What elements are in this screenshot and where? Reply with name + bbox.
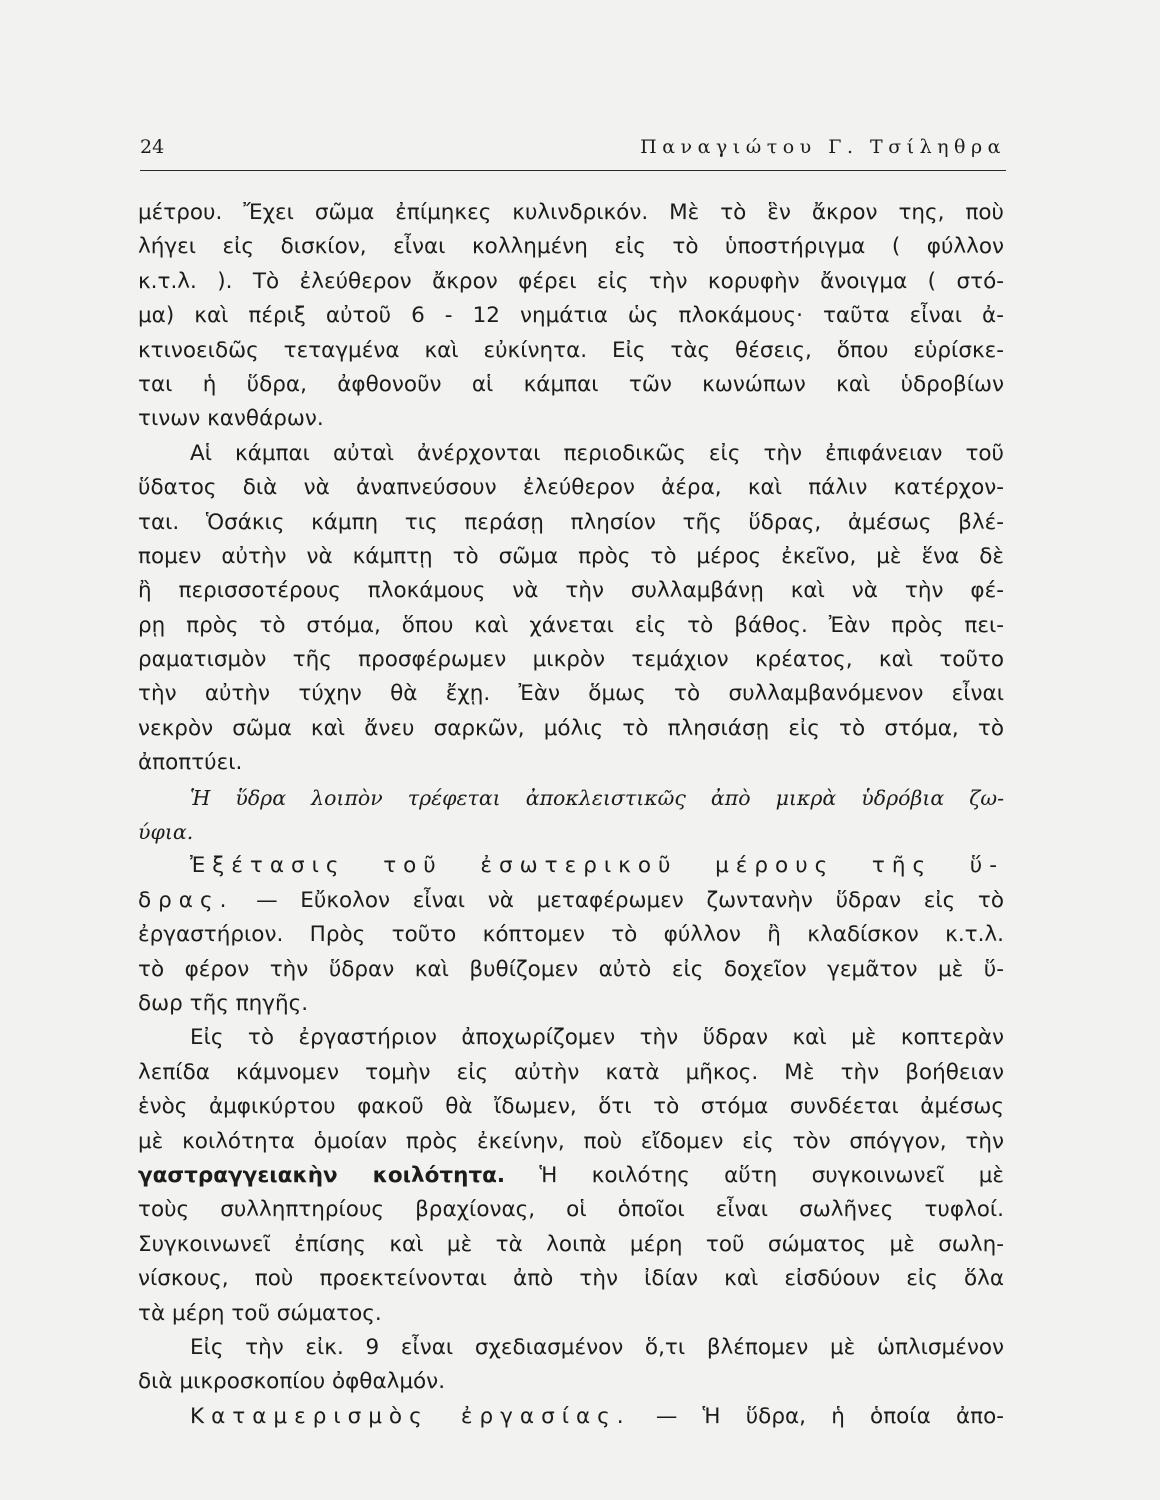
bold-term: γαστραγγειακὴν κοιλότητα. bbox=[138, 1162, 506, 1188]
text-line: ραματισμὸν τῆς προσφέρωμεν μικρὸν τεμάχιον κρέατος, καὶ τοῦτο bbox=[138, 647, 1004, 673]
paragraph-7 bbox=[138, 1400, 1004, 1434]
text-line: Αἱ κάμπαι αὐταὶ ἀνέρχονται περιοδικῶς εἰς τὴν ἐπιφάνειαν τοῦ bbox=[190, 440, 1004, 466]
text-line: Εἰς τὴν εἰκ. 9 εἶναι σχεδιασμένον ὅ,τι βλέπομεν μὲ ὡπλισμένον bbox=[190, 1334, 1004, 1360]
paragraph-4 bbox=[138, 849, 1004, 1021]
paragraph-5 bbox=[138, 1021, 1004, 1331]
text-line: ἐργαστήριον. Πρὸς τοῦτο κόπτομεν τὸ φύλλον ἢ κλαδίσκον κ.τ.λ. bbox=[138, 922, 1004, 948]
text-line: νεκρὸν σῶμα καὶ ἄνευ σαρκῶν, μόλις τὸ πλησιάσῃ εἰς τὸ στόμα, τὸ bbox=[138, 715, 1004, 741]
text-line: ρῃ πρὸς τὸ στόμα, ὅπου καὶ χάνεται εἰς τὸ βάθος. Ἐὰν πρὸς πει- bbox=[138, 612, 1004, 638]
section-heading: Ἐξέτασις τοῦ ἐσωτερικοῦ μέρους τῆς ὕ- bbox=[190, 853, 1004, 879]
text-line: ται. Ὁσάκις κάμπη τις περάσῃ πλησίον τῆς ὕδρας, ἀμέσως βλέ- bbox=[138, 509, 1004, 535]
text-line: κ.τ.λ. ). Τὸ ἐλεύθερον ἄκρον φέρει εἰς τὴν κορυφὴν ἄνοιγμα ( στό- bbox=[138, 268, 1004, 294]
text-line: μα) καὶ πέριξ αὐτοῦ 6 - 12 νημάτια ὡς πλοκάμους· ταῦτα εἶναι ἀ- bbox=[138, 303, 1004, 329]
text-line bbox=[138, 1400, 1004, 1434]
text-line: δωρ τῆς πηγῆς. bbox=[138, 990, 309, 1016]
paragraph-6 bbox=[138, 1331, 1004, 1400]
text-line: τινων κανθάρων. bbox=[138, 406, 324, 432]
text-line: τοὺς συλληπτηρίους βραχίονας, οἱ ὁποῖοι εἶναι σωλῆνες τυφλοί. bbox=[138, 1197, 1004, 1223]
text-line: τὴν αὐτὴν τύχην θὰ ἔχῃ. Ἐὰν ὅμως τὸ συλλαμβανόμενον εἶναι bbox=[138, 681, 1004, 707]
text-line: τὸ φέρον τὴν ὕδραν καὶ βυθίζομεν αὐτὸ εἰς δοχεῖον γεμᾶτον μὲ ὕ- bbox=[138, 956, 1004, 982]
page-header bbox=[140, 136, 1006, 172]
text-line: Εἰς τὸ ἐργαστήριον ἀποχωρίζομεν τὴν ὕδραν καὶ μὲ κοπτερὰν bbox=[190, 1025, 1004, 1051]
text-line: νίσκους, ποὺ προεκτείνονται ἀπὸ τὴν ἰδίαν καὶ εἰσδύουν εἰς ὅλα bbox=[138, 1266, 1004, 1292]
paragraph-1 bbox=[138, 196, 1004, 437]
text-line: ἑνὸς ἀμφικύρτου φακοῦ θὰ ἴδωμεν, ὅτι τὸ στόμα συνδέεται ἀμέσως bbox=[138, 1094, 1004, 1120]
text-line: ἢ περισσοτέρους πλοκάμους νὰ τὴν συλλαμβάνῃ καὶ νὰ τὴν φέ- bbox=[138, 578, 1004, 604]
text-line: κτινοειδῶς τεταγμένα καὶ εὐκίνητα. Εἰς τὰς θέσεις, ὅπου εὑρίσκε- bbox=[138, 337, 1004, 363]
text-line: μέτρου. Ἔχει σῶμα ἐπίμηκες κυλινδρικόν. Μὲ τὸ ἓν ἄκρον της, ποὺ bbox=[138, 200, 1004, 225]
text-line: ὕδατος διὰ νὰ ἀναπνεύσουν ἐλεύθερον ἀέρα, καὶ πάλιν κατέρχον- bbox=[138, 475, 1004, 501]
text-run: — Εὔκολον εἶναι νὰ μεταφέρωμεν ζωντανὴν ὕδραν εἰς τὸ bbox=[256, 887, 1004, 913]
text-line: Συγκοινωνεῖ ἐπίσης καὶ μὲ τὰ λοιπὰ μέρη τοῦ σώματος μὲ σωλη- bbox=[138, 1231, 1004, 1257]
text-run: Ἡ κοιλότης αὕτη συγκοινωνεῖ μὲ bbox=[539, 1162, 1004, 1188]
section-heading-end: δρας. bbox=[138, 887, 234, 913]
paragraph-2 bbox=[138, 437, 1004, 781]
body-text bbox=[138, 196, 1004, 1434]
running-head: Παναγιώτου Γ. Τσίληθρα bbox=[640, 136, 1006, 158]
section-heading: Καταμερισμὸς ἐργασίας. bbox=[190, 1403, 631, 1429]
text-run: — Ἡ ὕδρα, ἡ ὁποία ἀπο- bbox=[655, 1403, 1004, 1429]
text-line: διὰ μικροσκοπίου ὀφθαλμόν. bbox=[138, 1369, 446, 1395]
text-line: τὰ μέρη τοῦ σώματος. bbox=[138, 1300, 382, 1326]
text-line: Ἡ ὕδρα λοιπὸν τρέφεται ἀποκλειστικῶς ἀπὸ μικρὰ ὑδρόβια ζω- bbox=[190, 785, 1004, 810]
text-line bbox=[138, 884, 1004, 918]
text-line: λεπίδα κάμνομεν τομὴν εἰς αὐτὴν κατὰ μῆκος. Μὲ τὴν βοήθειαν bbox=[138, 1059, 1004, 1085]
header-rule bbox=[140, 170, 1006, 171]
text-line: λήγει εἰς δισκίον, εἶναι κολλημένη εἰς τὸ ὑποστήριγμα ( φύλλον bbox=[138, 234, 1004, 260]
text-line: μὲ κοιλότητα ὁμοίαν πρὸς ἐκείνην, ποὺ εἴδομεν εἰς τὸν σπόγγον, τὴν bbox=[138, 1128, 1004, 1154]
page-number: 24 bbox=[140, 136, 165, 158]
text-line: ἀποπτύει. bbox=[138, 750, 243, 776]
text-line: πομεν αὐτὴν νὰ κάμπτῃ τὸ σῶμα πρὸς τὸ μέρος ἐκεῖνο, μὲ ἕνα δὲ bbox=[138, 543, 1004, 569]
text-line: ται ἡ ὕδρα, ἀφθονοῦν αἱ κάμπαι τῶν κωνώπων καὶ ὑδροβίων bbox=[138, 371, 1004, 397]
text-line: ύφια. bbox=[138, 820, 194, 845]
text-line bbox=[138, 1159, 1004, 1193]
paragraph-3-italic bbox=[138, 781, 1004, 850]
